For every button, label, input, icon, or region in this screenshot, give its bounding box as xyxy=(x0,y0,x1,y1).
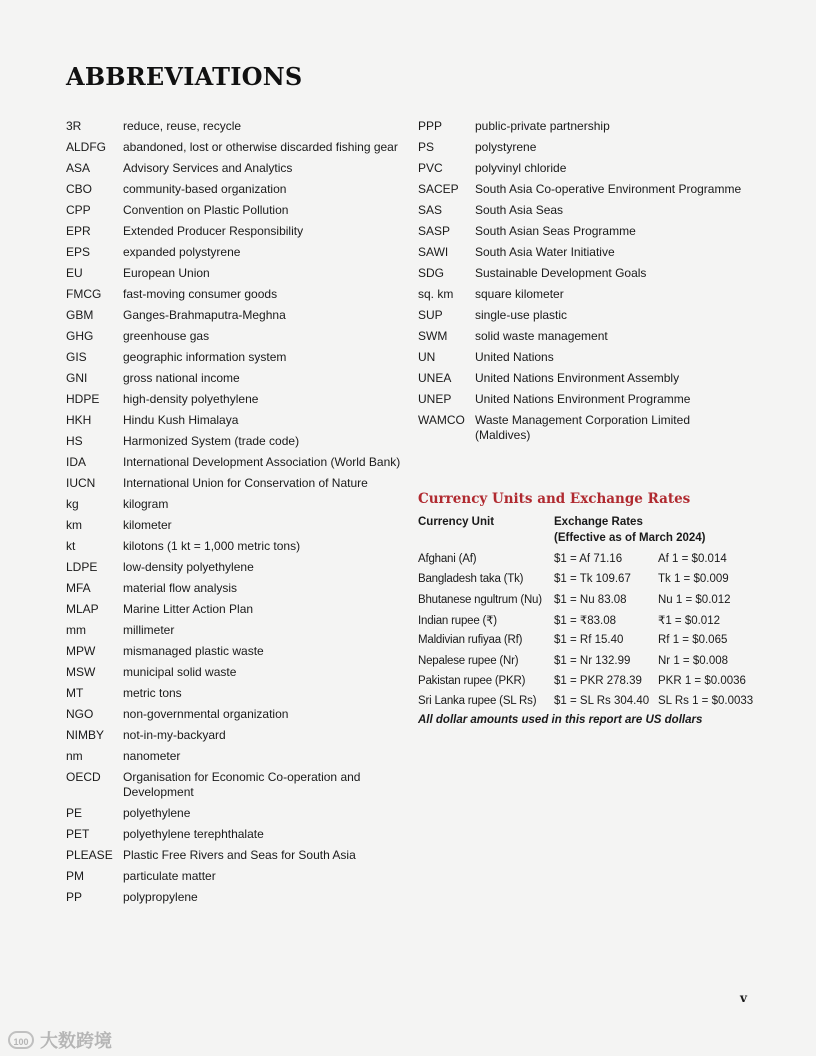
abbreviation-row xyxy=(418,329,748,344)
abbreviation-code: PS xyxy=(418,140,435,154)
abbreviation-definition: nanometer xyxy=(123,749,181,763)
watermark-logo-icon: 100 xyxy=(8,1031,34,1049)
abbreviation-code: SWM xyxy=(418,329,448,343)
abbreviation-code: PE xyxy=(66,805,83,820)
abbreviation-row xyxy=(66,371,401,386)
local-rate: PKR 1 = $0.0036 xyxy=(658,674,746,687)
abbreviation-row xyxy=(418,161,748,176)
abbreviation-definition: United Nations xyxy=(475,350,554,364)
abbreviation-row xyxy=(418,224,748,239)
abbreviation-definition: International Union for Conservation of Nature xyxy=(123,476,368,490)
currency-unit: Pakistan rupee (PKR) xyxy=(418,674,526,687)
currency-table-header xyxy=(418,515,758,546)
abbreviation-row xyxy=(66,350,401,365)
abbreviation-code: SAS xyxy=(418,203,443,217)
abbreviation-definition: millimeter xyxy=(123,623,175,637)
currency-section xyxy=(418,491,758,726)
abbreviation-definition: municipal solid waste xyxy=(123,665,237,679)
abbreviation-code: EPR xyxy=(66,224,91,238)
abbreviation-definition: Ganges-Brahmaputra-Meghna xyxy=(123,308,286,322)
local-rate: Af 1 = $0.014 xyxy=(658,553,727,566)
abbreviation-definition: polyvinyl chloride xyxy=(475,161,567,175)
abbreviation-definition: Marine Litter Action Plan xyxy=(123,602,254,616)
abbreviations-right-column xyxy=(418,119,748,449)
local-rate: Tk 1 = $0.009 xyxy=(658,573,729,586)
abbreviation-definition: polyethylene xyxy=(123,805,191,820)
abbreviation-row xyxy=(66,890,401,905)
abbreviation-code: HDPE xyxy=(66,392,100,406)
currency-row xyxy=(418,549,758,569)
local-rate: Nr 1 = $0.008 xyxy=(658,654,729,667)
abbreviation-definition: Hindu Kush Himalaya xyxy=(123,413,239,427)
abbreviations-left-column xyxy=(66,119,401,911)
abbreviation-code: GIS xyxy=(66,350,87,364)
abbreviation-definition: kilotons (1 kt = 1,000 metric tons) xyxy=(123,539,301,553)
abbreviation-definition: single-use plastic xyxy=(475,308,568,322)
currency-row xyxy=(418,569,758,589)
abbreviation-definition: Organisation for Economic Co-operation and Development xyxy=(123,770,361,799)
exchange-rates-title: Exchange Rates xyxy=(554,516,643,528)
abbreviation-code: WAMCO xyxy=(418,413,465,427)
abbreviation-row xyxy=(66,245,401,260)
abbreviation-code: kg xyxy=(66,497,79,511)
abbreviation-definition: community-based organization xyxy=(123,182,287,196)
abbreviation-row xyxy=(66,266,401,281)
currency-row xyxy=(418,650,758,670)
abbreviation-code: nm xyxy=(66,749,83,763)
abbreviation-code: 3R xyxy=(66,119,82,133)
abbreviation-definition: public-private partnership xyxy=(475,119,610,133)
currency-unit: Maldivian rufiyaa (Rf) xyxy=(418,634,523,647)
abbreviation-definition: not-in-my-backyard xyxy=(123,728,226,742)
abbreviation-definition: low-density polyethylene xyxy=(123,560,254,574)
abbreviation-code: sq. km xyxy=(418,287,454,301)
abbreviation-definition: Harmonized System (trade code) xyxy=(123,434,300,448)
abbreviation-definition: particulate matter xyxy=(123,868,216,883)
abbreviation-definition: abandoned, lost or otherwise discarded fishing gear xyxy=(123,140,398,154)
abbreviation-row xyxy=(66,686,401,701)
abbreviation-code: CPP xyxy=(66,203,91,217)
abbreviation-row xyxy=(418,413,748,442)
abbreviation-definition: solid waste management xyxy=(475,329,608,343)
abbreviation-code: HKH xyxy=(66,413,92,427)
abbreviation-code: PVC xyxy=(418,161,443,175)
abbreviation-code: HS xyxy=(66,434,83,448)
abbreviation-row xyxy=(66,497,401,512)
abbreviation-code: EPS xyxy=(66,245,91,259)
usd-rate: $1 = Af 71.16 xyxy=(554,553,623,566)
currency-unit: Bhutanese ngultrum (Nu) xyxy=(418,593,542,606)
abbreviation-row xyxy=(418,392,748,407)
abbreviation-code: NIMBY xyxy=(66,728,105,742)
page-title: ABBREVIATIONS xyxy=(66,62,303,91)
currency-unit: Afghani (Af) xyxy=(418,553,477,566)
abbreviation-row xyxy=(66,644,401,659)
abbreviation-row xyxy=(66,434,401,449)
abbreviation-code: kt xyxy=(66,539,76,553)
abbreviation-row xyxy=(66,413,401,428)
abbreviation-code: OECD xyxy=(66,770,101,784)
currency-unit: Sri Lanka rupee (SL Rs) xyxy=(418,695,537,708)
abbreviation-row xyxy=(418,182,748,197)
abbreviation-definition: polypropylene xyxy=(123,889,198,904)
abbreviation-code: UN xyxy=(418,350,436,364)
abbreviation-definition: United Nations Environment Assembly xyxy=(475,371,680,385)
abbreviation-row xyxy=(66,182,401,197)
usd-rate: $1 = SL Rs 304.40 xyxy=(554,695,650,708)
abbreviation-code: km xyxy=(66,518,82,532)
currency-unit: Indian rupee (₹) xyxy=(418,615,497,628)
abbreviation-definition: Plastic Free Rivers and Seas for South Asia xyxy=(123,847,356,862)
abbreviation-definition: South Asia Water Initiative xyxy=(475,245,615,259)
local-rate: Rf 1 = $0.065 xyxy=(658,634,728,647)
abbreviation-row xyxy=(66,806,401,821)
abbreviation-code: MPW xyxy=(66,644,96,658)
abbreviation-row xyxy=(66,560,401,575)
abbreviation-definition: Convention on Plastic Pollution xyxy=(123,203,289,217)
usd-rate: $1 = PKR 278.39 xyxy=(554,674,642,687)
abbreviation-code: IDA xyxy=(66,455,87,469)
watermark xyxy=(8,1027,112,1053)
local-rate: ₹1 = $0.012 xyxy=(658,615,720,628)
abbreviation-definition: expanded polystyrene xyxy=(123,245,241,259)
abbreviation-row xyxy=(418,245,748,260)
abbreviation-definition: square kilometer xyxy=(475,287,564,301)
usd-rate: $1 = Rf 15.40 xyxy=(554,634,624,647)
currency-title: Currency Units and Exchange Rates xyxy=(418,491,691,507)
abbreviation-definition: greenhouse gas xyxy=(123,329,210,343)
abbreviation-row xyxy=(66,770,401,799)
abbreviation-row xyxy=(66,707,401,722)
abbreviation-row xyxy=(66,329,401,344)
abbreviation-row xyxy=(418,350,748,365)
abbreviation-row xyxy=(66,392,401,407)
abbreviation-row xyxy=(66,308,401,323)
abbreviation-code: UNEA xyxy=(418,371,452,385)
abbreviation-row xyxy=(418,287,748,302)
abbreviation-definition: non-governmental organization xyxy=(123,707,289,721)
currency-note: All dollar amounts used in this report are US dollars xyxy=(418,714,703,727)
usd-rate: $1 = ₹83.08 xyxy=(554,615,616,628)
local-rate: Nu 1 = $0.012 xyxy=(658,593,731,606)
watermark-text: 大数跨境 xyxy=(40,1031,112,1051)
abbreviation-definition: metric tons xyxy=(123,686,182,700)
exchange-rates-effective-date: (Effective as of March 2024) xyxy=(554,531,706,544)
abbreviation-definition: geographic information system xyxy=(123,350,287,364)
abbreviation-row xyxy=(66,119,401,134)
abbreviation-row xyxy=(66,728,401,743)
abbreviation-row xyxy=(66,518,401,533)
abbreviation-code: PM xyxy=(66,868,84,883)
abbreviation-row xyxy=(418,140,748,155)
abbreviation-code: SAWI xyxy=(418,245,449,259)
abbreviation-code: PLEASE xyxy=(66,847,113,862)
abbreviation-row xyxy=(66,224,401,239)
abbreviation-code: MFA xyxy=(66,581,91,595)
abbreviation-row xyxy=(66,623,401,638)
abbreviation-code: SDG xyxy=(418,266,445,280)
abbreviation-row xyxy=(66,140,401,155)
currency-row xyxy=(418,590,758,610)
abbreviation-row xyxy=(418,266,748,281)
abbreviation-definition: fast-moving consumer goods xyxy=(123,287,278,301)
abbreviation-definition: Advisory Services and Analytics xyxy=(123,161,293,175)
abbreviation-code: MSW xyxy=(66,665,96,679)
abbreviation-definition: mismanaged plastic waste xyxy=(123,644,264,658)
abbreviation-code: mm xyxy=(66,623,86,637)
abbreviation-code: SACEP xyxy=(418,182,459,196)
abbreviation-definition: Sustainable Development Goals xyxy=(475,266,647,280)
currency-unit: Bangladesh taka (Tk) xyxy=(418,573,524,586)
abbreviation-code: LDPE xyxy=(66,560,98,574)
abbreviation-row xyxy=(66,827,401,842)
abbreviation-code: SUP xyxy=(418,308,443,322)
abbreviation-code: MT xyxy=(66,686,84,700)
abbreviation-code: UNEP xyxy=(418,392,452,406)
abbreviation-definition: material flow analysis xyxy=(123,581,238,595)
abbreviation-definition: International Development Association (World Bank) xyxy=(123,455,401,469)
abbreviation-code: IUCN xyxy=(66,476,96,490)
abbreviation-definition: European Union xyxy=(123,266,210,280)
abbreviation-row xyxy=(66,161,401,176)
abbreviation-row xyxy=(66,476,401,491)
abbreviation-definition: Waste Management Corporation Limited (Maldives) xyxy=(475,413,690,442)
abbreviation-row xyxy=(418,203,748,218)
abbreviation-definition: high-density polyethylene xyxy=(123,392,259,406)
local-rate: SL Rs 1 = $0.0033 xyxy=(658,695,754,708)
currency-row xyxy=(418,610,758,630)
abbreviation-code: PPP xyxy=(418,119,443,133)
usd-rate: $1 = Nu 83.08 xyxy=(554,593,627,606)
abbreviation-code: ALDFG xyxy=(66,140,107,154)
abbreviation-code: PET xyxy=(66,826,90,841)
abbreviation-definition: polyethylene terephthalate xyxy=(123,826,264,841)
abbreviation-code: ASA xyxy=(66,161,91,175)
currency-row xyxy=(418,671,758,691)
usd-rate: $1 = Tk 109.67 xyxy=(554,573,631,586)
abbreviation-definition: South Asia Co-operative Environment Programme xyxy=(475,182,742,196)
abbreviation-row xyxy=(418,371,748,386)
abbreviation-row xyxy=(66,539,401,554)
abbreviation-row xyxy=(66,665,401,680)
abbreviation-definition: kilogram xyxy=(123,497,169,511)
abbreviation-code: GBM xyxy=(66,308,94,322)
abbreviation-row xyxy=(66,869,401,884)
page-number: v xyxy=(740,991,747,1005)
abbreviation-code: FMCG xyxy=(66,287,102,301)
abbreviation-definition: South Asia Seas xyxy=(475,203,564,217)
abbreviation-row xyxy=(66,749,401,764)
abbreviation-definition: polystyrene xyxy=(475,140,537,154)
abbreviation-definition: gross national income xyxy=(123,371,240,385)
abbreviation-definition: kilometer xyxy=(123,518,172,532)
abbreviation-code: MLAP xyxy=(66,602,99,616)
abbreviation-code: CBO xyxy=(66,182,93,196)
abbreviation-code: PP xyxy=(66,889,83,904)
abbreviation-code: GHG xyxy=(66,329,94,343)
abbreviation-row xyxy=(66,455,401,470)
abbreviation-code: NGO xyxy=(66,707,94,721)
currency-unit: Nepalese rupee (Nr) xyxy=(418,654,519,667)
abbreviation-row xyxy=(418,119,748,134)
abbreviation-definition: reduce, reuse, recycle xyxy=(123,119,242,133)
abbreviation-code: EU xyxy=(66,266,83,280)
exchange-rates-header xyxy=(554,515,758,546)
abbreviation-code: GNI xyxy=(66,371,88,385)
usd-rate: $1 = Nr 132.99 xyxy=(554,654,631,667)
abbreviation-definition: Extended Producer Responsibility xyxy=(123,224,304,238)
abbreviation-row xyxy=(66,581,401,596)
currency-rows xyxy=(418,549,758,711)
abbreviation-row xyxy=(418,308,748,323)
currency-row xyxy=(418,691,758,711)
abbreviation-definition: United Nations Environment Programme xyxy=(475,392,691,406)
abbreviation-definition: South Asian Seas Programme xyxy=(475,224,636,238)
abbreviation-code: SASP xyxy=(418,224,451,238)
currency-unit-header: Currency Unit xyxy=(418,516,495,528)
currency-row xyxy=(418,630,758,650)
abbreviation-row xyxy=(66,602,401,617)
abbreviation-row xyxy=(66,203,401,218)
abbreviation-row xyxy=(66,848,401,863)
abbreviation-row xyxy=(66,287,401,302)
